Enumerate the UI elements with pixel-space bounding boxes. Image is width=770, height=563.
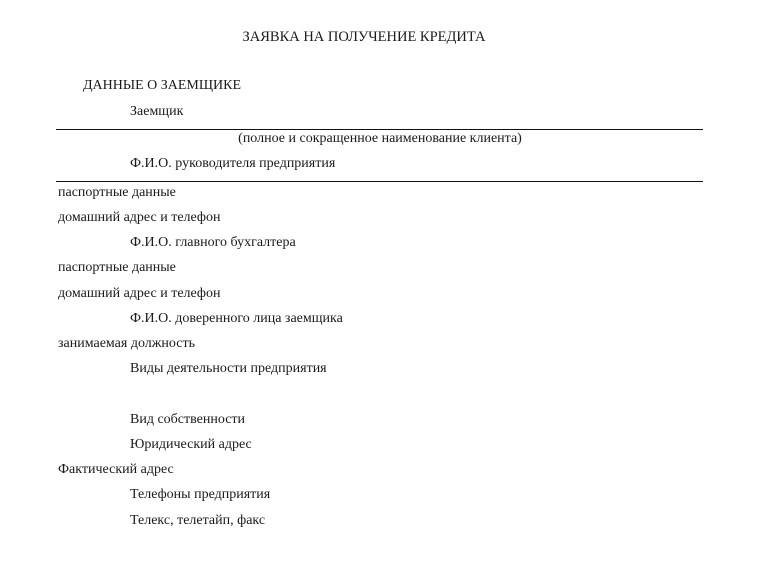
field-label-director-name: Ф.И.О. руководителя предприятия <box>130 156 336 171</box>
field-label-phones: Телефоны предприятия <box>130 487 271 502</box>
field-label-borrower: Заемщик <box>130 104 184 119</box>
fill-line-borrower[interactable] <box>56 129 703 130</box>
field-note-borrower-name: (полное и сокращенное наименование клиента) <box>238 131 522 146</box>
field-label-proxy-position: занимаемая должность <box>58 336 195 351</box>
document-title: ЗАЯВКА НА ПОЛУЧЕНИЕ КРЕДИТА <box>242 29 486 45</box>
field-label-director-passport: паспортные данные <box>58 185 176 200</box>
field-label-telex-fax: Телекс, телетайп, факс <box>130 513 266 528</box>
field-label-activities: Виды деятельности предприятия <box>130 361 327 376</box>
field-label-accountant-passport: паспортные данные <box>58 260 176 275</box>
field-label-director-address: домашний адрес и телефон <box>58 210 221 225</box>
field-label-ownership: Вид собственности <box>130 412 246 427</box>
field-label-proxy-name: Ф.И.О. доверенного лица заемщика <box>130 311 343 326</box>
field-label-legal-address: Юридический адрес <box>130 437 252 452</box>
section-heading-borrower-data: ДАННЫЕ О ЗАЕМЩИКЕ <box>83 78 241 93</box>
field-label-accountant-address: домашний адрес и телефон <box>58 286 221 301</box>
field-label-accountant-name: Ф.И.О. главного бухгалтера <box>130 235 296 250</box>
field-label-actual-address: Фактический адрес <box>58 462 174 477</box>
fill-line-director-name[interactable] <box>56 181 703 182</box>
